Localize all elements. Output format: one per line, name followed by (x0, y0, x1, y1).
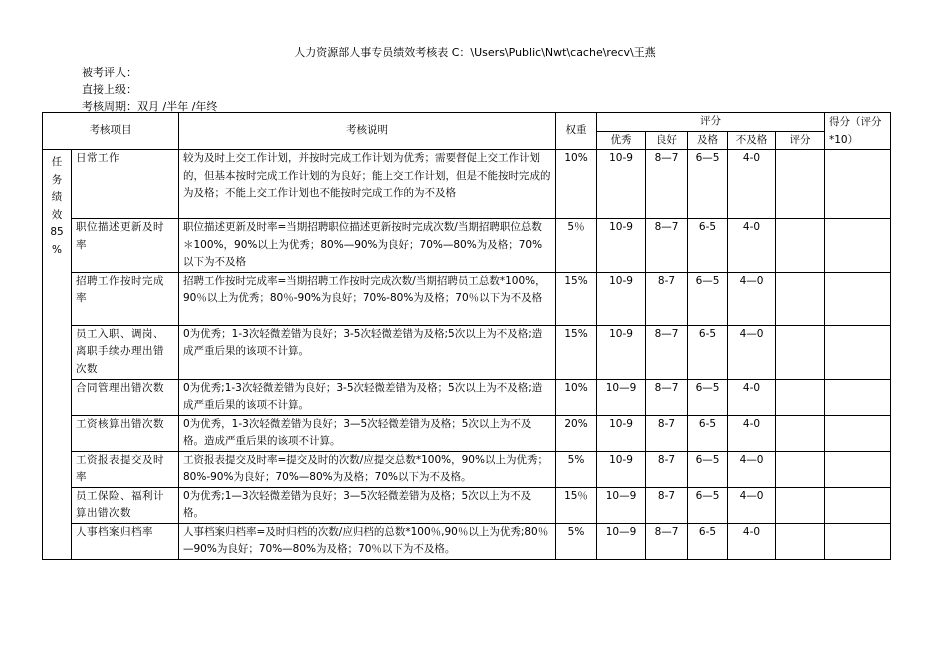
item-cell: 日常工作 (72, 150, 179, 219)
rating-input-cell[interactable] (776, 325, 825, 379)
pass-cell: 6—5 (688, 451, 728, 487)
weight-cell: 10% (556, 150, 597, 219)
score-input-cell[interactable] (825, 150, 891, 219)
fail-cell: 4-0 (728, 415, 776, 451)
category-char: 绩 (51, 191, 63, 203)
table-row (43, 415, 891, 451)
rating-input-cell[interactable] (776, 415, 825, 451)
excellent-cell: 10-9 (597, 415, 646, 451)
header-good: 良好 (646, 131, 688, 150)
item-cell: 合同管理出错次数 (72, 379, 179, 415)
pass-cell: 6—5 (688, 487, 728, 523)
pass-cell: 6—5 (688, 150, 728, 219)
table-row (43, 451, 891, 487)
table-row (43, 523, 891, 559)
fail-cell: 4—0 (728, 451, 776, 487)
table-row (43, 379, 891, 415)
excellent-cell: 10-9 (597, 272, 646, 325)
fail-cell: 4-0 (728, 379, 776, 415)
good-cell: 8—7 (646, 325, 688, 379)
item-cell: 职位描述更新及时率 (72, 219, 179, 273)
header-pass: 及格 (688, 131, 728, 150)
desc-cell: 招聘工作按时完成率=当期招聘工作按时完成次数/当期招聘员工总数*100%，90％以上为优秀；80％-90%为良好；70%-80%为及格；70％以下为不及格 (179, 272, 556, 325)
weight-cell: 15％ (556, 487, 597, 523)
fail-cell: 4—0 (728, 272, 776, 325)
rating-input-cell[interactable] (776, 272, 825, 325)
header-rating: 评分 (597, 113, 825, 132)
supervisor-label: 直接上级： (82, 83, 137, 96)
header-row (43, 113, 891, 132)
item-cell: 员工保险、福利计算出错次数 (72, 487, 179, 523)
rating-input-cell[interactable] (776, 487, 825, 523)
weight-cell: 5% (556, 451, 597, 487)
rating-input-cell[interactable] (776, 219, 825, 273)
assessment-table (42, 112, 891, 560)
table-row (43, 272, 891, 325)
desc-cell: 职位描述更新及时率=当期招聘职位描述更新按时完成次数/当期招聘职位总数＊100%，90%以上为优秀；80%—90%为良好；70%—80%为及格；70%以下为不及格 (179, 219, 556, 273)
table-row (43, 325, 891, 379)
desc-cell: 0为优秀，1-3次轻微差错为良好；3—5次轻微差错为及格；5次以上为不及格。造成严重后果的该项不计算。 (179, 415, 556, 451)
excellent-cell: 10-9 (597, 325, 646, 379)
score-input-cell[interactable] (825, 487, 891, 523)
item-cell: 工资核算出错次数 (72, 415, 179, 451)
score-input-cell[interactable] (825, 379, 891, 415)
rating-input-cell[interactable] (776, 150, 825, 219)
header-desc: 考核说明 (179, 113, 556, 150)
excellent-cell: 10-9 (597, 150, 646, 219)
desc-cell: 工资报表提交及时率=提交及时的次数/应提交总数*100%，90%以上为优秀；80%-90%为良好；70%—80%为及格；70%以下为不及格。 (179, 451, 556, 487)
category-char: 任 (51, 156, 63, 168)
rating-input-cell[interactable] (776, 523, 825, 559)
score-input-cell[interactable] (825, 523, 891, 559)
excellent-cell: 10-9 (597, 219, 646, 273)
item-cell: 员工入职、调岗、离职手续办理出错次数 (72, 325, 179, 379)
table-row (43, 219, 891, 273)
pass-cell: 6—5 (688, 379, 728, 415)
item-cell: 工资报表提交及时率 (72, 451, 179, 487)
category-char: 85 (50, 226, 64, 238)
good-cell: 8—7 (646, 150, 688, 219)
header-rating-sub: 评分 (776, 131, 825, 150)
score-input-cell[interactable] (825, 325, 891, 379)
desc-cell: 较为及时上交工作计划，并按时完成工作计划为优秀；需要督促上交工作计划的，但基本按时完成工作计划的为良好；能上交工作计划，但是不能按时完成的为及格；不能上交工作计划也不能按时完成工作的为不及格 (179, 150, 556, 219)
rating-input-cell[interactable] (776, 451, 825, 487)
header-item: 考核项目 (43, 113, 179, 150)
evaluatee-label: 被考评人： (82, 66, 137, 79)
category-char: 效 (51, 208, 63, 221)
desc-cell: 0为优秀;1—3次轻微差错为良好；3—5次轻微差错为及格；5次以上为不及格。 (179, 487, 556, 523)
pass-cell: 6-5 (688, 415, 728, 451)
header-score: 得分（评分*10） (825, 113, 891, 150)
excellent-cell: 10-9 (597, 451, 646, 487)
excellent-cell: 10—9 (597, 487, 646, 523)
header-fail: 不及格 (728, 131, 776, 150)
score-input-cell[interactable] (825, 415, 891, 451)
weight-cell: 20% (556, 415, 597, 451)
fail-cell: 4-0 (728, 219, 776, 273)
desc-cell: 0为优秀;1-3次轻微差错为良好；3-5次轻微差错为及格；5次以上为不及格;造成严重后果的该项不计算。 (179, 379, 556, 415)
category-char: % (52, 243, 62, 256)
desc-cell: 人事档案归档率=及时归档的次数/应归档的总数*100％,90％以上为优秀;80％—90%为良好；70%—80%为及格；70％以下为不及格。 (179, 523, 556, 559)
weight-cell: 10% (556, 379, 597, 415)
score-input-cell[interactable] (825, 451, 891, 487)
category-cell (43, 150, 72, 560)
score-input-cell[interactable] (825, 219, 891, 273)
score-input-cell[interactable] (825, 272, 891, 325)
table-row (43, 150, 891, 219)
good-cell: 8-7 (646, 487, 688, 523)
rating-input-cell[interactable] (776, 379, 825, 415)
item-cell: 人事档案归档率 (72, 523, 179, 559)
excellent-cell: 10—9 (597, 523, 646, 559)
fail-cell: 4-0 (728, 523, 776, 559)
pass-cell: 6-5 (688, 523, 728, 559)
header-excellent: 优秀 (597, 131, 646, 150)
pass-cell: 6-5 (688, 219, 728, 273)
item-cell: 招聘工作按时完成率 (72, 272, 179, 325)
document-title: 人力资源部人事专员绩效考核表 C：\Users\Public\Nwt\cache\recv\王燕 (294, 46, 656, 59)
good-cell: 8—7 (646, 523, 688, 559)
fail-cell: 4—0 (728, 325, 776, 379)
fail-cell: 4—0 (728, 487, 776, 523)
table-row (43, 487, 891, 523)
weight-cell: 15% (556, 272, 597, 325)
weight-cell: 5% (556, 523, 597, 559)
pass-cell: 6-5 (688, 325, 728, 379)
category-char: 务 (51, 173, 63, 186)
good-cell: 8—7 (646, 379, 688, 415)
desc-cell: 0为优秀；1-3次轻微差错为良好；3-5次轻微差错为及格;5次以上为不及格;造成严重后果的该项不计算。 (179, 325, 556, 379)
weight-cell: 15% (556, 325, 597, 379)
period-label: 考核周期：双月 /半年 /年终 (82, 100, 218, 113)
good-cell: 8-7 (646, 451, 688, 487)
excellent-cell: 10—9 (597, 379, 646, 415)
pass-cell: 6—5 (688, 272, 728, 325)
weight-cell: 5％ (556, 219, 597, 273)
fail-cell: 4-0 (728, 150, 776, 219)
good-cell: 8-7 (646, 272, 688, 325)
header-weight: 权重 (556, 113, 597, 150)
good-cell: 8-7 (646, 415, 688, 451)
good-cell: 8—7 (646, 219, 688, 273)
